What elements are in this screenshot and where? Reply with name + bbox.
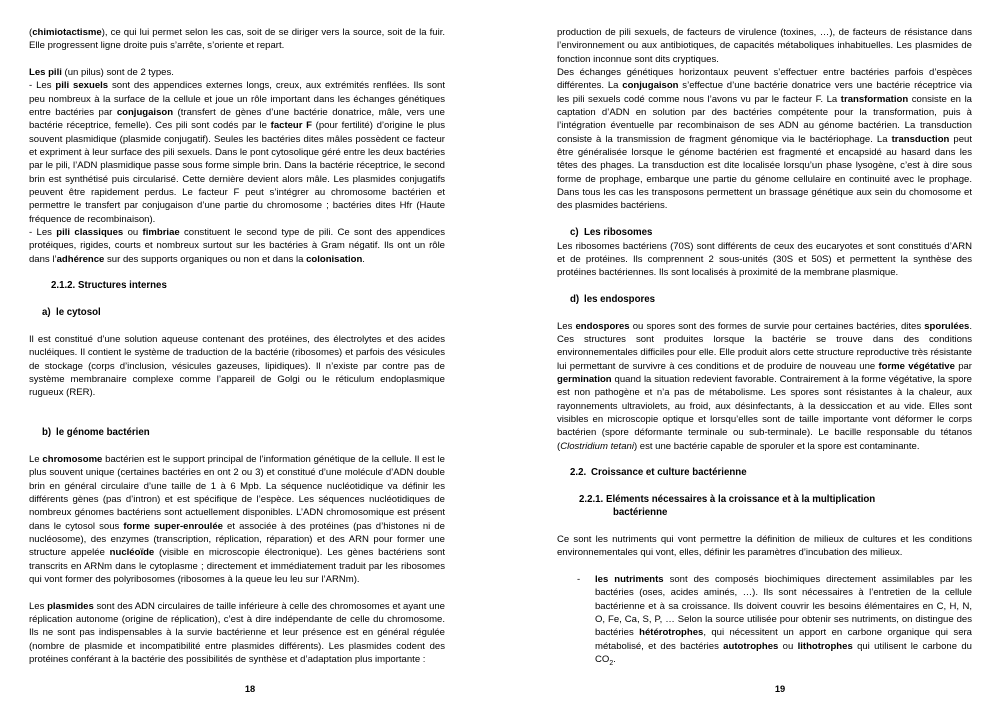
spacer	[557, 306, 972, 319]
heading-2-2-croissance-culture	[557, 466, 972, 479]
page-number-right: 19	[774, 684, 786, 694]
heading-a-le-cytosol	[29, 306, 445, 319]
spacer	[557, 213, 972, 226]
list-item	[557, 573, 972, 670]
heading-number: 2.1.2.	[51, 280, 76, 292]
page-19	[500, 0, 1000, 713]
paragraph-chimiotactisme: (chimiotactisme), ce qui lui permet selon les cas, soit de se diriger vers la source, soit de la fuir. Elle progressent ligne droite puis s’arrête, s’oriente et repart.	[29, 27, 445, 52]
heading-title: les endospores	[584, 293, 656, 305]
heading-title: Croissance et culture bactérienne	[591, 467, 747, 479]
heading-2-1-2-structures-internes	[29, 279, 445, 292]
page-number-left: 18	[244, 684, 256, 694]
heading-number: b)	[42, 427, 52, 439]
heading-number: d)	[570, 293, 580, 305]
heading-title: le génome bactérien	[56, 427, 150, 439]
paragraph-pili-sexuels: - Les pili sexuels sont des appendices externes longs, creux, aux extrémités renflées. Ils sont peu nombreux à la surface de la cellule et joue un rôle important dans les échanges génétiques entre bactéries par conjugaison (transfert de gènes d’une bactérie donatrice, mâle, vers une bactérie réceptrice, femelle). Ces pili sont codés par le facteur F (pour fertilité) d’origine le plus souvent plasmidique (plasmide conjugatif). Seules les bactéries dites mâles possèdent ce facteur et expriment à leur surface des pili sexuels. Dans le pont cytosolique géré entre les deux bactéries par le pili, l’ADN plasmidique passe sous forme simple brin. Dans la bactérie réceptrice, le second brin est synthétisé puis circularisé. Cette dernière devient alors mâle. Les plasmides conjugatifs peuvent être rapidement perdus. Le facteur F peut s’intégrer au chromosome bactérien et permettre le transfert par conjugaison d’une partie du chromosome ; bactéries dites Hfr (Haute fréquence de recombinaison).	[29, 80, 445, 225]
heading-title: Structures internes	[78, 280, 167, 292]
page-19-text-column	[557, 26, 972, 670]
heading-number: 2.2.	[570, 467, 587, 479]
heading-number: a)	[42, 307, 51, 319]
bullet-marker: -	[577, 574, 581, 586]
paragraph-production-pili: production de pili sexuels, de facteurs de virulence (toxines, …), de facteurs de résistance dans l’environnement ou aux antibiotiques, de capacités métaboliques inhabituelles. Les plasmides de fonction inconnue sont dits cryptiques.	[557, 27, 972, 65]
heading-b-le-genome-bacterien	[29, 426, 445, 439]
spacer	[29, 400, 445, 413]
paragraph-echanges-genetiques: Des échanges génétiques horizontaux peuvent s’effectuer entre bactéries parfois d’espèces différentes. La conjugaison s’effectue d’une bactérie donatrice vers une bactérie réceptrice via les pili sexuels codé comme nous l’avons vu par le facteur F. La transformation consiste en la captation d’ADN en solution par des bactéries compétente pour la transformation, puis à l’intégration éventuelle par recombinaison de ses ADN au génome bactérien. La transduction consiste à la transmission de fragment génomique via le bactériophage. La transduction peut être généralisée lorsque le génome bactérien est fragmenté et encapsidé au hasard dans les têtes des phages. La transduction est dite localisée lorsqu’un phase lysogène, c’est à dire sous forme de prophage, embarque une partie du génome cellulaire en continuité avec le prophage. Dans tous les cas les transposons permettent un brassage génétique aux sein du chomosome et des plasmides bactériens.	[557, 67, 973, 212]
spacer	[29, 293, 445, 306]
spacer	[557, 453, 972, 466]
paragraph-pili-classiques: - Les pili classiques ou fimbriae constituent le second type de pili. Ce sont des appendices protéiques, rigides, courts et nombreux surtout sur les bactéries à Gram négatif. Ils ont un rôle dans l’adhérence sur des supports organiques ou non et dans la colonisation.	[29, 227, 445, 265]
heading-title: le cytosol	[56, 307, 101, 319]
spacer	[29, 440, 445, 453]
heading-d-les-endospores	[557, 293, 972, 306]
paragraph-cytosol: Il est constitué d’une solution aqueuse contenant des protéines, des électrolytes et des acides nucléiques. Il contient le système de traduction de la bactérie (ribosomes) et parfois des vésicules de stockage (corps d’inclusion, vésicules gazeuses, lipidiques). Il n’existe par contre pas de système membranaire complexe comme l’appareil de Golgi ou le réticulum endoplasmique rugueux (RER).	[29, 333, 445, 399]
spacer	[557, 480, 972, 493]
spacer	[557, 280, 972, 293]
bullet-list-nutriments	[557, 573, 972, 670]
heading-c-les-ribosomes	[557, 226, 972, 239]
paragraph-chromosome: Le chromosome bactérien est le support principal de l’information génétique de la cellule. Il est le plus souvent unique (certaines bactéries en ont 2 ou 3) et constitué d’une molécule d’ADN double brin en général circulaire d’une taille de 1 à 6 Mpb. La séquence nucléotidique va définir les différents gènes (pas d’intron) et est spécifique de l’espèce. Les séquences nucléotidiques de nombreux génomes bactériens sont actuellement disponibles. L’ADN chromosomique est présent dans le cytosol sous forme super-enroulée et associée à des protéines (pas d’histones ni de nucléosome), des enzymes (transcription, réplication, réparation) et des ARN pour former une structure appelée nucléoïde (visible en microscopie électronique). Les gènes bactériens sont transcrits en ARNm dans le cytoplasme ; directement et immédiatement traduit par les ribosomes qui vont former des polyribosomes (ribosomes à la queue leu leu sur l’ARNm).	[29, 453, 446, 585]
heading-title: Les ribosomes	[584, 227, 653, 239]
page-18-text-column	[29, 26, 445, 666]
spacer	[29, 266, 445, 279]
heading-number: 2.2.1.	[579, 493, 604, 505]
paragraph-plasmides: Les plasmides sont des ADN circulaires de taille inférieure à celle des chromosomes et ayant une réplication autonome (origine de réplication), c’est à dire indépendante de celle du chromosome. Ils ne sont pas indispensables à la survie bactérienne et leur présence est en général régulée (nombre de plasmide et incompatibilité entre plasmides différents). Les plasmides codent des protéines conférant à la bactérie des possibilités de synthèse et d’adaptation plus importante :	[29, 600, 445, 665]
spacer	[29, 413, 445, 426]
spacer	[557, 560, 972, 573]
paragraph-endospores: Les endospores ou spores sont des formes de survie pour certaines bactéries, dites sporulées. Ces structures sont produites lorsque la bactérie se trouve dans des conditions environnementales difficiles pour elle. Elle produit alors cette structure reproductive très résistante lui permettant de survivre à ces conditions et de produire de nouveau une forme végétative par germination quand la situation redevient favorable. Contrairement à la forme végétative, la spore est non pathogène et n’a pas de métabolisme. Les spores sont résistantes à la chaleur, aux rayonnements ultraviolets, au froid, aux désinfectants, à la dessiccation et au vide. Elles sont visibles en microscopie optique et lorsqu’elles sont de taille importante vont déformer le corps bactérien (spore déformante terminale ou sub-terminale). Le bacille responsable du tétanos (Clostridium tetani) est une bactérie capable de sporuler et la spore est contaminante.	[557, 320, 972, 452]
heading-number: c)	[570, 227, 579, 239]
spacer	[557, 520, 972, 533]
spacer	[29, 320, 445, 333]
list-item-text: les nutriments sont des composés biochimiques directement assimilables par les bactéries (oses, acides aminés, …). Ils sont nécessaires à l’entretien de la cellule bactérienne et à sa croissance. Ils doivent couvrir les besoins élémentaires en C, H, N, O, Fe, Ca, S, P, … Selon la source utilisée pour obtenir ses nutriments, on distingue des bactéries hétérotrophes, qui nécessitent un apport en carbone organique qui sera métabolisé, et des bactéries autotrophes ou lithotrophes qui utilisent le carbone du $CO_2$.	[595, 574, 972, 668]
paragraph-les-pili: Les pili (un pilus) sont de 2 types.	[29, 66, 174, 78]
paragraph-nutriments-intro: Ce sont les nutriments qui vont permettre la définition de milieux de cultures et les conditions environnementales qui vont, elles, définir les paramètres d’incubation des milieux.	[557, 534, 972, 559]
heading-title: Eléments nécessaires à la croissance et à la multiplication	[606, 493, 876, 505]
heading-2-2-1-elements-necessaires	[557, 493, 972, 520]
heading-title-continued: bactérienne	[613, 507, 668, 519]
paragraph-ribosomes: Les ribosomes bactériens (70S) sont différents de ceux des eucaryotes et sont constitués d’ARN et de protéines. Ils comprennent 2 sous-unités (30S et 50S) et permettent la synthèse des protéines bactériennes. Ils sont localisés à proximité de la membrane plasmique.	[557, 240, 972, 279]
